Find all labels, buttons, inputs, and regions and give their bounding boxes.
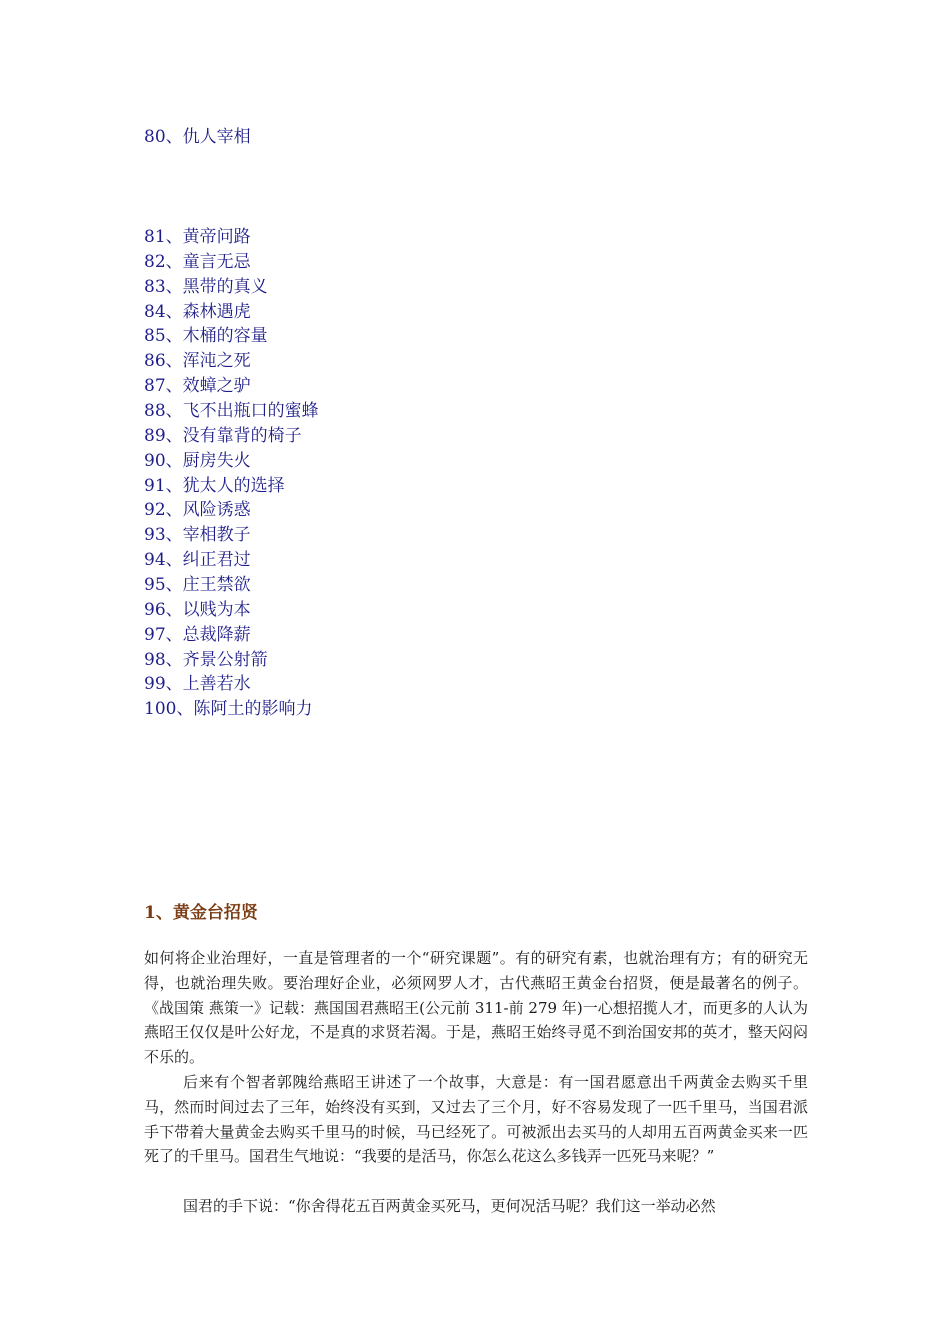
toc-item[interactable]: 100、陈阿土的影响力 bbox=[144, 699, 313, 720]
section-title: 1、黄金台招贤 bbox=[144, 903, 258, 923]
toc-item[interactable]: 89、没有靠背的椅子 bbox=[144, 425, 302, 446]
toc-item[interactable]: 88、飞不出瓶口的蜜蜂 bbox=[144, 401, 319, 421]
toc-item[interactable]: 81、黄帝问路 bbox=[144, 227, 251, 247]
toc-item[interactable]: 97、总裁降薪 bbox=[144, 624, 251, 645]
toc-item[interactable]: 90、厨房失火 bbox=[144, 450, 251, 471]
toc-item[interactable]: 94、纠正君过 bbox=[144, 550, 251, 570]
article-paragraph-3: 国君的手下说：“你舍得花五百两黄金买死马，更何况活马呢？我们这一举动必然 bbox=[183, 1197, 716, 1215]
toc-item[interactable]: 86、浑沌之死 bbox=[144, 351, 251, 372]
toc-item[interactable]: 92、风险诱惑 bbox=[144, 500, 251, 521]
toc-item[interactable]: 93、宰相教子 bbox=[144, 525, 251, 546]
article-paragraph-2: 后来有个智者郭隗给燕昭王讲述了一个故事，大意是：有一国君愿意出千两黄金去购买千里马，然而时间过去了三年，始终没有买到，又过去了三个月，好不容易发现了一匹千里马，当国君派手下带着大量黄金去购买千里马的时候，马已经死了。可被派出去买马的人却用五百两黄金买来一匹死了的千里马。国君生气地说：“我要的是活马，你怎么花这么多钱弄一匹死马来呢？” bbox=[144, 1073, 808, 1166]
toc-item[interactable]: 95、庄王禁欲 bbox=[144, 574, 251, 595]
toc-item[interactable]: 99、上善若水 bbox=[144, 674, 251, 695]
toc-item[interactable]: 85、木桶的容量 bbox=[144, 326, 268, 347]
toc-item[interactable]: 91、犹太人的选择 bbox=[144, 475, 285, 496]
toc-item[interactable]: 83、黑带的真义 bbox=[144, 276, 268, 297]
toc-item[interactable]: 96、以贱为本 bbox=[144, 599, 251, 620]
toc-item-80[interactable]: 80、仇人宰相 bbox=[144, 127, 251, 147]
toc-item[interactable]: 98、齐景公射箭 bbox=[144, 649, 268, 670]
toc-item[interactable]: 87、效蟑之驴 bbox=[144, 376, 251, 397]
article-paragraph-1: 如何将企业治理好，一直是管理者的一个“研究课题”。有的研究有素，也就治理有方；有的研究无得，也就治理失败。要治理好企业，必须网罗人才，古代燕昭王黄金台招贤，便是最著名的例子。 《战国策 燕策一》记载：燕国国君燕昭王(公元前 311-前 279 年)一心想招揽人才，而更多的人认为燕昭王仅仅是叶公好龙，不是真的求贤若渴。于是，燕昭王始终寻觅不到治国安邦的英才，整天闷闷不乐的。 bbox=[144, 949, 808, 1067]
toc-item[interactable]: 82、童言无忌 bbox=[144, 251, 251, 272]
toc-item[interactable]: 84、森林遇虎 bbox=[144, 301, 251, 322]
